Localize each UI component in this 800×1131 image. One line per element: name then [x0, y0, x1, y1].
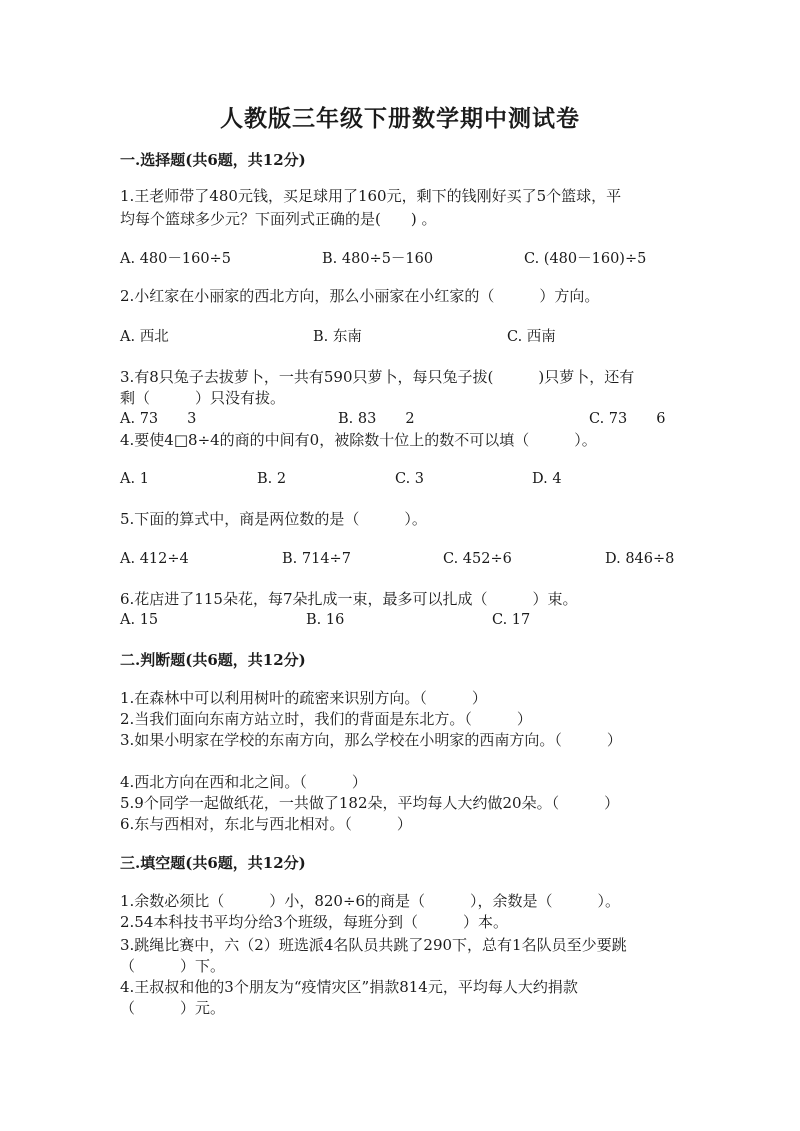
question-2-line-1: 2.小红家在小丽家的西北方向，那么小丽家在小红家的（ ）方向。 [120, 287, 600, 305]
question-3-options [120, 409, 680, 429]
option-c: C. 73 6 [589, 411, 666, 427]
fill-item-1: 1.余数必须比（ ）小，820÷6的商是（ ），余数是（ ）。 [120, 892, 621, 910]
question-3-line-1: 3.有8只兔子去拔萝卜，一共有590只萝卜，每只兔子拔( )只萝卜，还有 [120, 368, 635, 386]
section-heading-choice: 一.选择题(共6题，共12分) [120, 151, 306, 169]
fill-item-4-line-2: （ ）元。 [120, 999, 226, 1017]
option-c: C. (480－160)÷5 [524, 251, 647, 267]
judgement-item-1: 1.在森林中可以利用树叶的疏密来识别方向。（ ） [120, 689, 487, 707]
option-c: C. 452÷6 [443, 551, 512, 567]
option-b: B. 714÷7 [282, 551, 351, 567]
option-b: B. 83 2 [338, 411, 415, 427]
fill-item-2: 2.54本科技书平均分给3个班级，每班分到（ ）本。 [120, 913, 508, 931]
question-6-line-1: 6.花店进了115朵花，每7朵扎成一束，最多可以扎成（ ）束。 [120, 590, 578, 608]
question-5-options [120, 549, 680, 569]
question-1-line-2: 均每个篮球多少元？下面列式正确的是( ) 。 [120, 210, 437, 228]
option-c: C. 17 [492, 612, 531, 628]
question-4-line-1: 4.要使4□8÷4的商的中间有0，被除数十位上的数不可以填（ ）。 [120, 431, 597, 449]
question-6-options [120, 610, 680, 630]
question-4-options [120, 469, 680, 489]
section-heading-judgement: 二.判断题(共6题，共12分) [120, 651, 306, 669]
judgement-item-6: 6.东与西相对，东北与西北相对。（ ） [120, 815, 412, 833]
judgement-item-3: 3.如果小明家在学校的东南方向，那么学校在小明家的西南方向。（ ） [120, 731, 622, 749]
question-5-line-1: 5.下面的算式中，商是两位数的是（ ）。 [120, 510, 427, 528]
fill-item-3-line-1: 3.跳绳比赛中，六（2）班选派4名队员共跳了290下，总有1名队员至少要跳 [120, 936, 627, 954]
fill-item-3-line-2: （ ）下。 [120, 957, 226, 975]
question-1-options [120, 249, 680, 269]
option-a: A. 15 [120, 612, 159, 628]
option-b: B. 16 [306, 612, 345, 628]
option-a: A. 412÷4 [120, 551, 189, 567]
option-a: A. 73 3 [120, 411, 197, 427]
judgement-item-4: 4.西北方向在西和北之间。（ ） [120, 773, 367, 791]
option-d: D. 4 [532, 471, 562, 487]
option-a: A. 1 [120, 471, 149, 487]
fill-item-4-line-1: 4.王叔叔和他的3个朋友为“疫情灾区”捐款814元，平均每人大约捐款 [120, 978, 578, 996]
option-b: B. 480÷5－160 [322, 251, 434, 267]
exam-title: 人教版三年级下册数学期中测试卷 [220, 105, 580, 132]
question-2-options [120, 327, 680, 347]
judgement-item-5: 5.9个同学一起做纸花，一共做了182朵，平均每人大约做20朵。（ ） [120, 794, 620, 812]
option-a: A. 西北 [120, 329, 169, 345]
option-a: A. 480－160÷5 [120, 251, 231, 267]
option-c: C. 3 [395, 471, 425, 487]
option-b: B. 2 [257, 471, 287, 487]
question-1-line-1: 1.王老师带了480元钱，买足球用了160元，剩下的钱刚好买了5个篮球，平 [120, 187, 622, 205]
option-d: D. 846÷8 [605, 551, 675, 567]
question-3-line-2: 剩（ ）只没有拔。 [120, 389, 286, 407]
section-heading-fill-in: 三.填空题(共6题，共12分) [120, 854, 306, 872]
option-c: C. 西南 [507, 329, 556, 345]
option-b: B. 东南 [313, 329, 362, 345]
judgement-item-2: 2.当我们面向东南方站立时，我们的背面是东北方。（ ） [120, 710, 532, 728]
